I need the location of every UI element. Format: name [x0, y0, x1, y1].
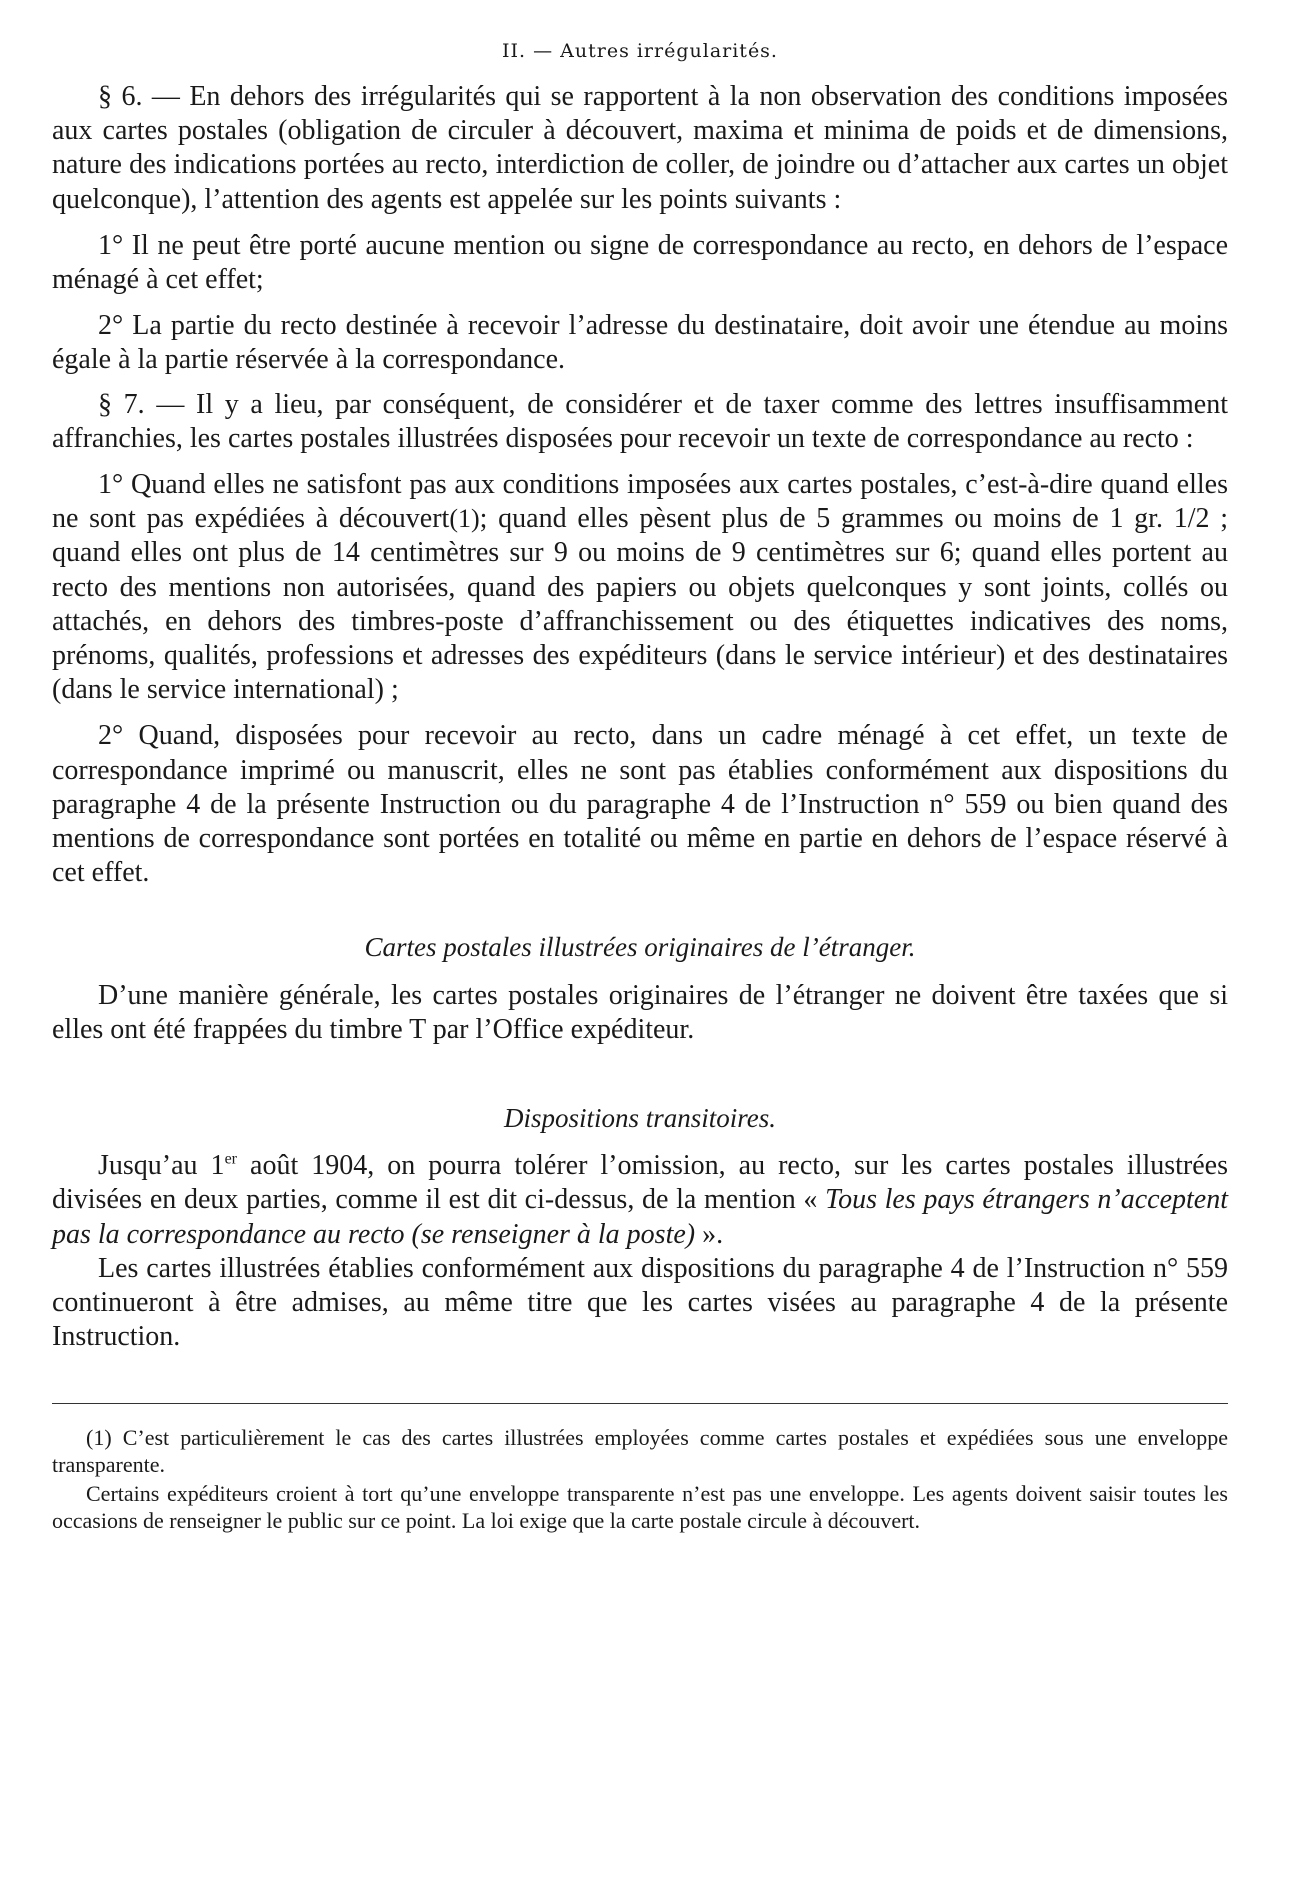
document-page	[52, 40, 1228, 1534]
footnote-2: Certains expéditeurs croient à tort qu’une enveloppe transparente n’est pas une enveloppe. Les agents doivent saisir toutes les occasions de renseigner le public sur ce point. La loi exige que la carte postale circule à découvert.	[52, 1480, 1228, 1533]
section-6-intro: § 6. — En dehors des irrégularités qui se rapportent à la non observation des conditions imposées aux cartes postales (obligation de circuler à découvert, maxima et minima de poids et de dimensions, nature des indications portées au recto, interdiction de coller, de joindre ou d’attacher aux cartes un objet quelconque), l’attention des agents est appelée sur les points suivants :	[52, 81, 1228, 215]
section-7-item-1-before: 1° Quand elles ne satisfont pas aux conditions imposées aux cartes postales, c’est-à-dire quand elles ne sont pas expédiées à découvert	[52, 469, 1228, 535]
section-6-item-2: 2° La partie du recto destinée à recevoir l’adresse du destinataire, doit avoir une étendue au moins égale à la partie réservée à la correspondance.	[52, 310, 1228, 376]
foreign-cards-heading: Cartes postales illustrées originaires de l’étranger.	[364, 932, 916, 963]
footnote-ref-1: (1)	[449, 504, 480, 534]
transitional-p1-c: ».	[695, 1218, 724, 1250]
foreign-cards-text: D’une manière générale, les cartes postales originaires de l’étranger ne doivent être taxées que si elles ont été frappées du timbre T par l’Office expéditeur.	[52, 979, 1228, 1045]
transitional-heading: Dispositions transitoires.	[503, 1103, 777, 1134]
section-7-item-1	[52, 468, 1228, 707]
transitional-p1-a: Jusqu’au 1	[98, 1150, 225, 1182]
transitional-p1-b: août 1904, on pourra tolérer l’omission, au recto, sur les cartes postales illustrées divisées en deux parties, comme il est dit ci-dessus, de la mention «	[52, 1150, 1229, 1216]
main-text	[52, 80, 1228, 1355]
transitional-paragraph-1	[52, 1149, 1228, 1252]
running-head: II. — Autres irrégularités.	[502, 40, 778, 62]
footnotes	[52, 1424, 1228, 1534]
footnote-divider	[52, 1403, 1228, 1404]
ordinal-superscript: er	[224, 1150, 237, 1168]
transitional-paragraph-2: Les cartes illustrées établies conformément aux dispositions du paragraphe 4 de l’Instruction n° 559 continueront à être admises, au même titre que les cartes visées au paragraphe 4 de la présente Instruction.	[52, 1252, 1228, 1353]
transitional-p1-italic: Tous les pays étrangers n’acceptent pas la correspondance au recto (se renseigner à la poste)	[52, 1184, 1228, 1250]
section-7-item-1-after: ; quand elles pèsent plus de 5 grammes ou moins de 1 gr. 1/2 ; quand elles ont plus de 14 centimètres sur 9 ou moins de 9 centimètres sur 6; quand elles portent au recto des mentions non autorisées, quand des papiers ou objets quelconques y sont joints, collés ou attachés, en dehors des timbres-poste d’affranchissement ou des étiquettes indicatives des noms, prénoms, qualités, professions et adresses des expéditeurs (dans le service intérieur) et des destinataires (dans le service international) ;	[52, 503, 1228, 706]
section-6-item-1: 1° Il ne peut être porté aucune mention ou signe de correspondance au recto, en dehors de l’espace ménagé à cet effet;	[52, 229, 1228, 296]
footnote-1: (1) C’est particulièrement le cas des cartes illustrées employées comme cartes postales et expédiées sous une enveloppe transparente.	[52, 1424, 1228, 1477]
section-7-intro: § 7. — Il y a lieu, par conséquent, de considérer et de taxer comme des lettres insuffisamment affranchies, les cartes postales illustrées disposées pour recevoir un texte de correspondance au recto :	[52, 388, 1228, 454]
section-7-item-2: 2° Quand, disposées pour recevoir au recto, dans un cadre ménagé à cet effet, un texte de correspondance imprimé ou manuscrit, elles ne sont pas établies conformément aux dispositions du paragraphe 4 de la présente Instruction ou du paragraphe 4 de l’Instruction n° 559 ou bien quand des mentions de correspondance sont portées en totalité ou même en partie en dehors de l’espace réservé à cet effet.	[52, 720, 1228, 889]
